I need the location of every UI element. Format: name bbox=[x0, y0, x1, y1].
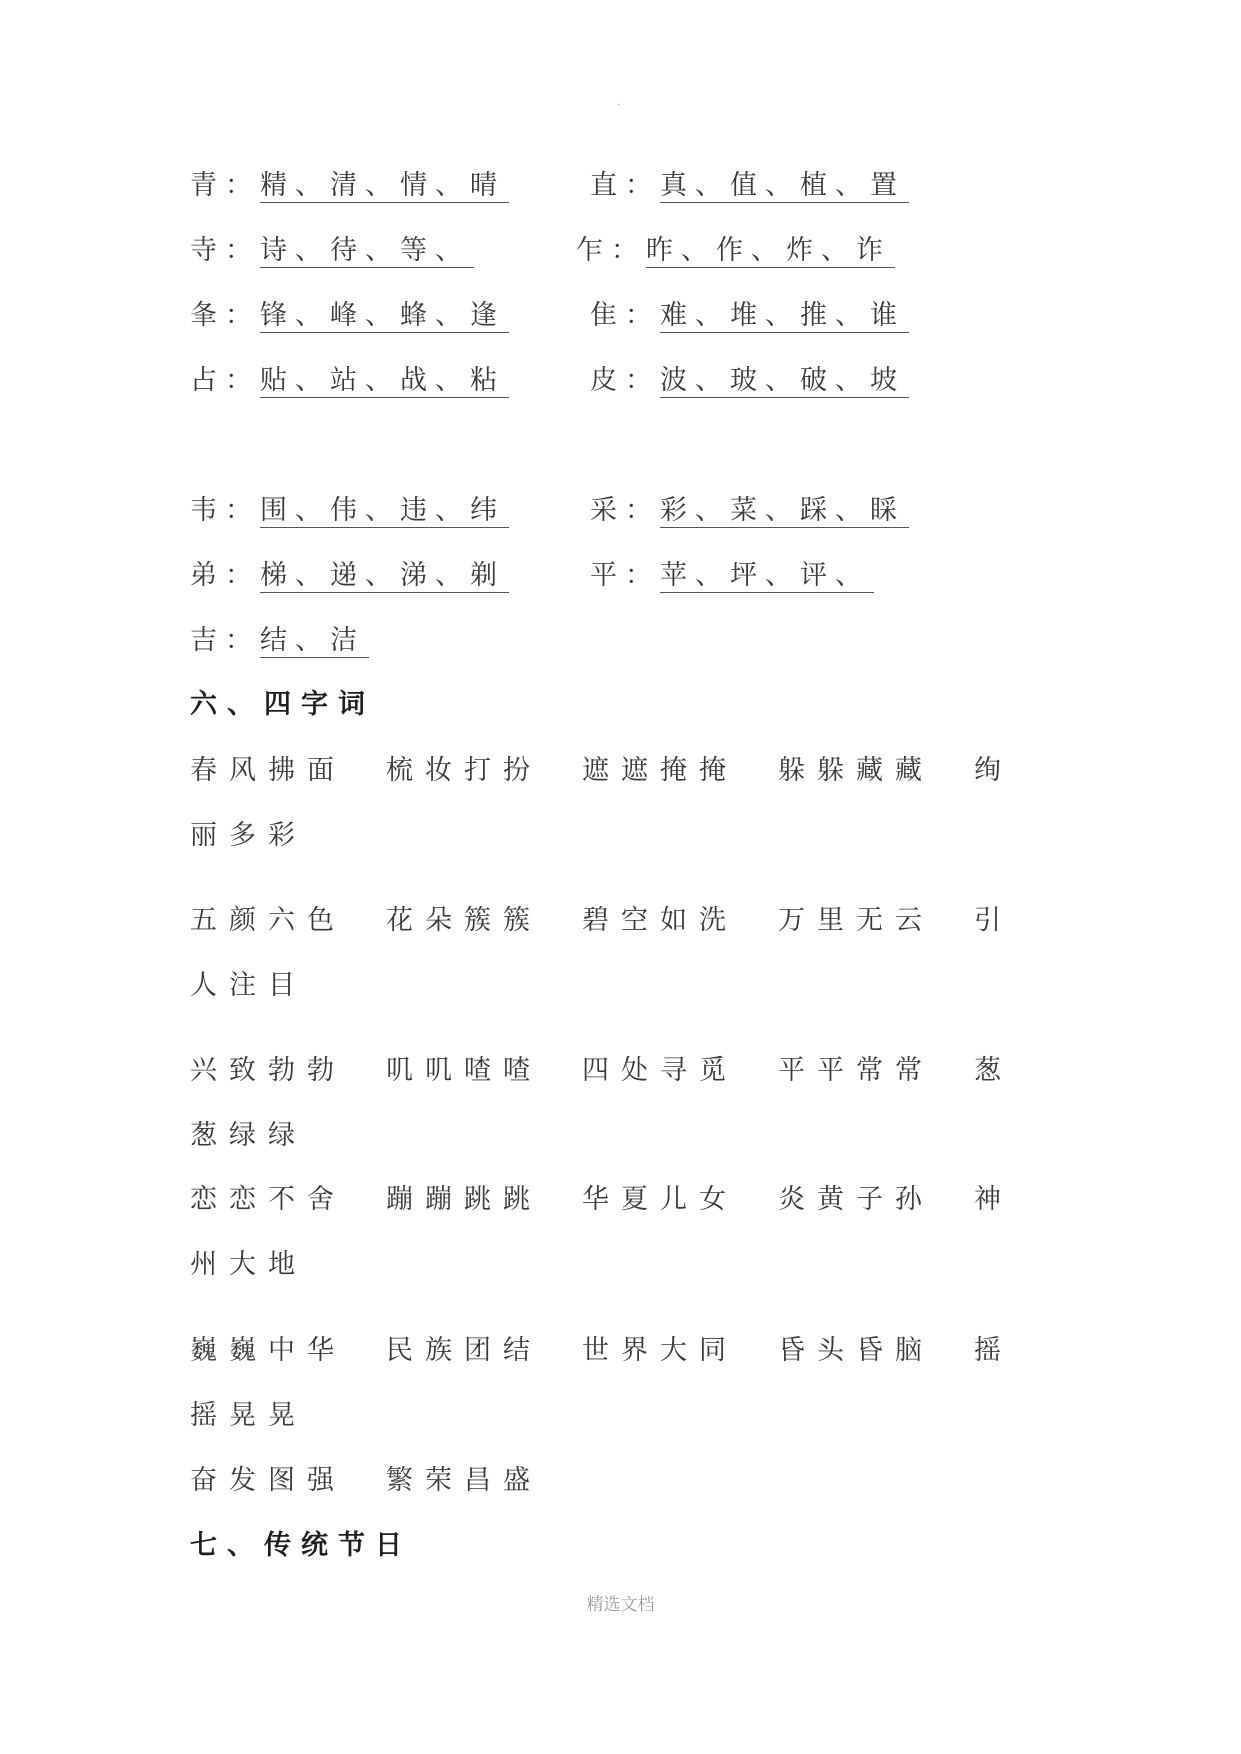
radical-label: 占： bbox=[190, 365, 260, 396]
radical-derived-chars: 结、洁 bbox=[260, 625, 369, 658]
idiom-row bbox=[190, 1051, 1070, 1091]
radical-derived-chars: 贴、站、战、粘 bbox=[260, 365, 509, 398]
idiom: 四处寻觅 bbox=[582, 1055, 738, 1086]
top-mark: . bbox=[617, 97, 621, 108]
radical-label: 弟： bbox=[190, 560, 260, 591]
idiom: 万里无云 bbox=[778, 905, 934, 936]
idiom: 繁荣昌盛 bbox=[386, 1465, 542, 1496]
radical-group bbox=[190, 166, 509, 206]
radical-group bbox=[190, 491, 509, 531]
idiom: 蹦蹦跳跳 bbox=[386, 1184, 542, 1215]
radical-group bbox=[590, 296, 909, 336]
radical-derived-chars: 围、伟、违、纬 bbox=[260, 495, 509, 528]
radical-group bbox=[190, 621, 369, 661]
idiom: 神 bbox=[974, 1184, 1013, 1215]
idiom-continuation: 摇晃晃 bbox=[190, 1400, 307, 1431]
idiom: 遮遮掩掩 bbox=[582, 755, 738, 786]
idiom: 华夏儿女 bbox=[582, 1184, 738, 1215]
radical-group bbox=[190, 556, 509, 596]
idiom: 碧空如洗 bbox=[582, 905, 738, 936]
radical-row bbox=[190, 556, 1070, 596]
radical-label: 隹： bbox=[590, 300, 660, 331]
radical-derived-chars: 精、清、情、晴 bbox=[260, 170, 509, 203]
radical-label: 夆： bbox=[190, 300, 260, 331]
radical-derived-chars: 波、玻、破、坡 bbox=[660, 365, 909, 398]
radical-label: 乍： bbox=[576, 235, 646, 266]
idiom: 民族团结 bbox=[386, 1335, 542, 1366]
radical-row bbox=[190, 621, 1070, 661]
radical-group bbox=[590, 556, 874, 596]
radical-group bbox=[590, 491, 909, 531]
idiom: 五颜六色 bbox=[190, 905, 346, 936]
radical-group bbox=[190, 231, 474, 271]
radical-group bbox=[590, 361, 909, 401]
idiom: 躲躲藏藏 bbox=[778, 755, 934, 786]
idiom-row bbox=[190, 1180, 1070, 1220]
idiom: 绚 bbox=[974, 755, 1013, 786]
page-footer: 精选文档 bbox=[586, 1595, 655, 1615]
idiom: 奋发图强 bbox=[190, 1465, 346, 1496]
idiom-continuation: 葱绿绿 bbox=[190, 1120, 307, 1151]
idiom: 春风拂面 bbox=[190, 755, 346, 786]
radical-group bbox=[590, 166, 909, 206]
radical-label: 皮： bbox=[590, 365, 660, 396]
idiom-continuation: 州大地 bbox=[190, 1249, 307, 1280]
radical-derived-chars: 难、堆、推、谁 bbox=[660, 300, 909, 333]
radical-group bbox=[190, 361, 509, 401]
idiom: 恋恋不舍 bbox=[190, 1184, 346, 1215]
radical-derived-chars: 诗、待、等、 bbox=[260, 235, 474, 268]
idiom: 花朵簇簇 bbox=[386, 905, 542, 936]
radical-label: 韦： bbox=[190, 495, 260, 526]
idiom: 昏头昏脑 bbox=[778, 1335, 934, 1366]
radical-label: 寺： bbox=[190, 235, 260, 266]
radical-derived-chars: 锋、峰、蜂、逢 bbox=[260, 300, 509, 333]
radical-derived-chars: 梯、递、涕、剃 bbox=[260, 560, 509, 593]
radical-row bbox=[190, 231, 1070, 271]
idiom: 引 bbox=[974, 905, 1013, 936]
section-heading-seven: 七、传统节日 bbox=[190, 1530, 412, 1561]
radical-label: 直： bbox=[590, 170, 660, 201]
radical-derived-chars: 昨、作、炸、诈 bbox=[646, 235, 895, 268]
idiom-row bbox=[190, 1461, 1070, 1501]
idiom: 叽叽喳喳 bbox=[386, 1055, 542, 1086]
radical-label: 采： bbox=[590, 495, 660, 526]
radical-row bbox=[190, 296, 1070, 336]
radical-label: 吉： bbox=[190, 625, 260, 656]
idiom: 摇 bbox=[974, 1335, 1013, 1366]
radical-row bbox=[190, 166, 1070, 206]
idiom-row bbox=[190, 901, 1070, 941]
idiom: 平平常常 bbox=[778, 1055, 934, 1086]
radical-group bbox=[576, 231, 895, 271]
idiom-row bbox=[190, 1331, 1070, 1371]
radical-row bbox=[190, 361, 1070, 401]
idiom-continuation: 丽多彩 bbox=[190, 820, 307, 851]
idiom: 巍巍中华 bbox=[190, 1335, 346, 1366]
radical-label: 青： bbox=[190, 170, 260, 201]
radical-label: 平： bbox=[590, 560, 660, 591]
idiom: 葱 bbox=[974, 1055, 1013, 1086]
radical-derived-chars: 彩、菜、踩、睬 bbox=[660, 495, 909, 528]
idiom: 兴致勃勃 bbox=[190, 1055, 346, 1086]
idiom-row bbox=[190, 751, 1070, 791]
idiom: 炎黄子孙 bbox=[778, 1184, 934, 1215]
radical-derived-chars: 苹、坪、评、 bbox=[660, 560, 874, 593]
idiom: 梳妆打扮 bbox=[386, 755, 542, 786]
section-heading-six: 六、四字词 bbox=[190, 689, 375, 720]
idiom-continuation: 人注目 bbox=[190, 970, 307, 1001]
radical-derived-chars: 真、值、植、置 bbox=[660, 170, 909, 203]
idiom: 世界大同 bbox=[582, 1335, 738, 1366]
radical-group bbox=[190, 296, 509, 336]
radical-row bbox=[190, 491, 1070, 531]
